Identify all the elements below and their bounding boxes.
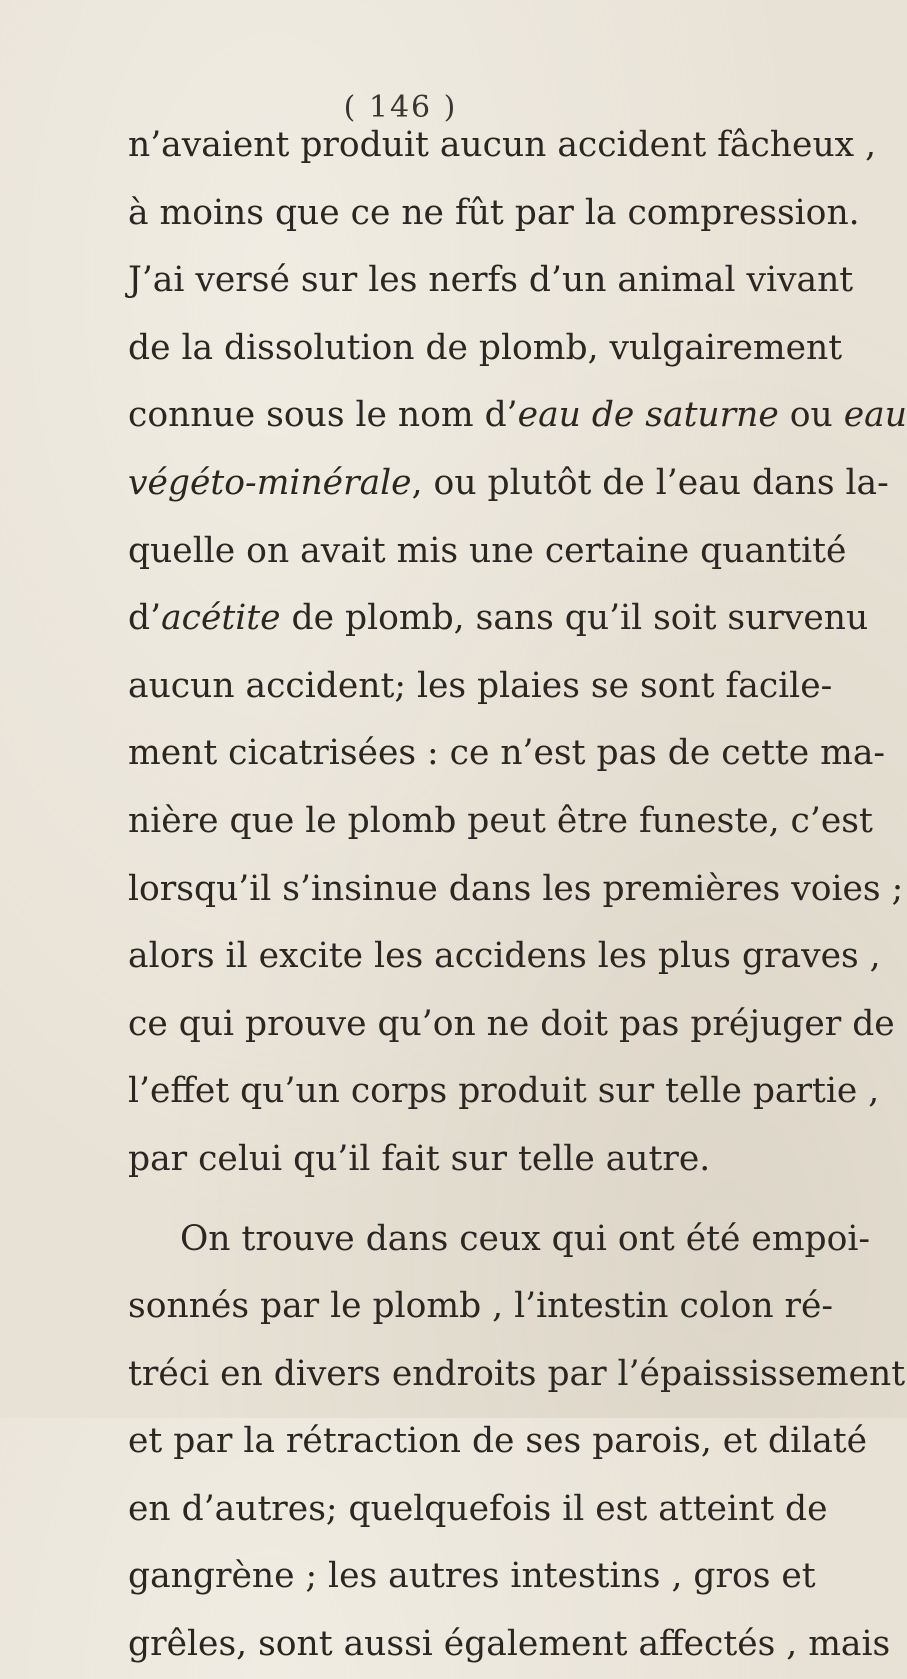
page-number: ( 146 ) [343,90,458,125]
body-text [128,112,907,1679]
text-line: et par la rétraction de ses parois, et dilaté [128,1421,868,1462]
text-line: quelle on avait mis une certaine quantité [128,530,847,571]
text-line: alors il excite les accidens les plus graves , [128,936,881,977]
text-line: nière que le plomb peut être funeste, c’est [128,800,873,841]
text-line: par celui qu’il fait sur telle autre. [128,1138,711,1179]
text-line: l’effet qu’un corps produit sur telle partie , [128,1071,880,1112]
text-line: sonnés par le plomb , l’intestin colon ré- [128,1286,834,1327]
text-line: en d’autres; quelquefois il est atteint de [128,1488,828,1529]
text-line: d’acétite de plomb, sans qu’il soit survenu [128,598,869,639]
text-line: lorsqu’il s’insinue dans les premières voies ; [128,868,904,909]
text-line: aucun accident; les plaies se sont facile- [128,665,833,706]
text-line: J’ai versé sur les nerfs d’un animal vivant [128,260,854,301]
text-line: On trouve dans ceux qui ont été empoi- [180,1218,871,1259]
text-line: tréci en divers endroits par l’épaississement [128,1353,906,1394]
text-line: ment cicatrisées : ce n’est pas de cette ma- [128,733,886,774]
text-line: de la dissolution de plomb, vulgairement [128,327,843,368]
text-line: n’avaient produit aucun accident fâcheux , [128,125,877,165]
text-line: à moins que ce ne fût par la compression. [128,192,860,233]
text-line: connue sous le nom d’eau de saturne ou eau [128,395,907,436]
text-line: végéto-minérale, ou plutôt de l’eau dans la- [128,462,889,503]
text-line: gangrène ; les autres intestins , gros et [128,1556,816,1597]
text-line: ce qui prouve qu’on ne doit pas préjuger de [128,1003,895,1044]
text-line: grêles, sont aussi également affectés , mais [128,1624,891,1665]
